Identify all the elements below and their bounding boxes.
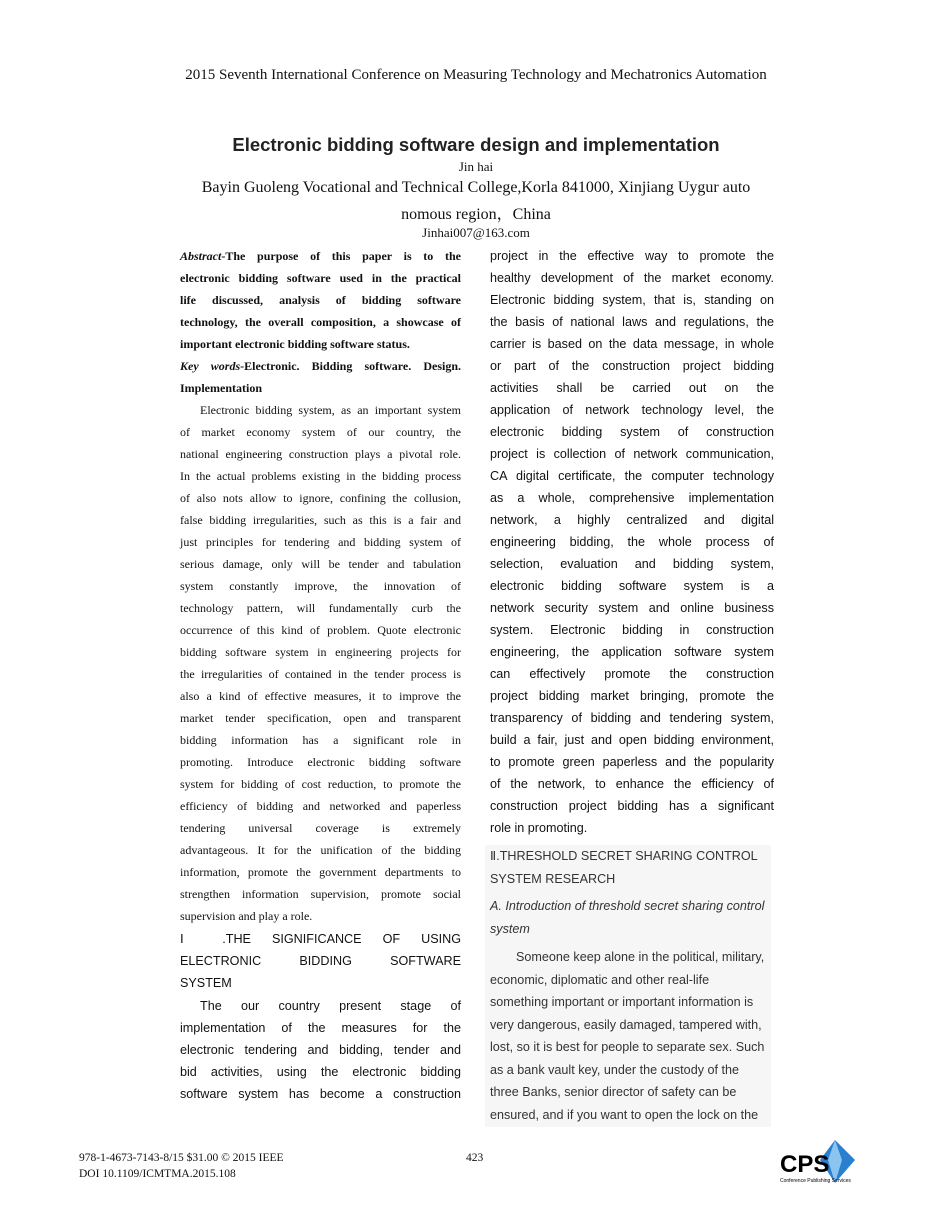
body-line: economic, diplomatic and other real-life [490,972,710,987]
body-line: advantageous. It for the unification of the bidding [180,843,461,857]
keywords-label: Key words [180,359,241,373]
body-line: efficiency of bidding and networked and paperless [180,799,461,813]
keywords-text: -Electronic. Bidding software. Design. [240,359,461,373]
body-line: serious damage, only will be tender and tabulation [180,557,461,571]
right-column [490,247,774,841]
body-line: system constantly improve, the innovation of [180,579,461,593]
body-line: the irregularities of contained in the tender process is [180,667,461,681]
page-number: 423 [466,1152,484,1164]
body-line: information, promote the government departments to [180,865,461,879]
body-line: Electronic bidding system, that is, standing on [490,293,774,307]
svg-text:CPS: CPS [780,1151,830,1178]
body-line: of market economy system of our country, the [180,425,461,439]
section-1-heading-line: Ⅰ .THE SIGNIFICANCE OF USING [180,932,461,946]
body-line: of the network, to enhance the efficiency of [490,777,774,791]
body-line: engineering, the application software system [490,645,774,659]
author: Jin hai [458,159,494,174]
subsection-heading-line: system [490,921,530,936]
abstract-label: Abstract [180,249,222,263]
affiliation-line-1: Bayin Guoleng Vocational and Technical College,Korla 841000, Xinjiang Uygur auto [201,179,751,196]
body-line: national engineering construction plays a pivotal role. [180,447,461,461]
abstract-text: -The purpose of this paper is to the [221,249,461,263]
body-line: or part of the construction project bidding [490,359,774,373]
body-line: system. Electronic bidding in construction [490,623,774,637]
body-line: something important or important information is [490,995,754,1009]
body-line: can effectively promote the construction [490,667,774,681]
svg-text:Conference Publishing Services: Conference Publishing Services [780,1178,851,1184]
section-2-heading-line: SYSTEM RESEARCH [490,871,616,886]
body-line: implementation of the measures for the [180,1021,461,1035]
conference-header: 2015 Seventh International Conference on Measuring Technology and Mechatronics Automation [185,67,767,83]
abstract-line: technology, the overall composition, a showcase of [180,315,461,329]
body-line: engineering bidding, the whole process of [490,535,774,549]
body-line: tendering universal coverage is extremely [180,821,461,835]
author-email: Jinhai007@163.com [422,225,530,240]
footer-isbn: 978-1-4673-7143-8/15 $31.00 © 2015 IEEE [79,1152,284,1164]
body-line: technology pattern, will fundamentally curb the [180,601,461,615]
body-line: ensured, and if you want to open the lock on the [490,1107,759,1122]
body-line: occurrence of this kind of problem. Quote electronic [180,623,461,637]
abstract-line [180,247,461,269]
body-line: of also nots allow to ignore, confining the collusion, [180,491,461,505]
body-line: carrier is based on the data message, in whole [490,337,774,351]
body-line: as a whole, comprehensive implementation [490,491,774,505]
body-line: The our country present stage of [200,999,461,1013]
abstract-line: important electronic bidding software status. [180,337,410,351]
left-column [180,247,461,1107]
body-line: application of network technology level, the [490,403,774,417]
body-line: to promote green paperless and the popularity [490,755,774,769]
section-1-heading-line: SYSTEM [180,976,232,990]
body-line: electronic bidding system of construction [490,425,774,439]
body-line: activities shall be carried out on the [490,381,774,395]
abstract-line: electronic bidding software used in the practical [180,271,461,285]
body-line: supervision and play a role. [180,909,313,923]
body-line: electronic tendering and bidding, tender and [180,1043,461,1057]
body-line: three Banks, senior director of safety can be [490,1085,737,1099]
body-line: very dangerous, easily damaged, tampered with, [490,1017,762,1032]
body-line: build a fair, just and open bidding environment, [490,733,774,747]
body-line: selection, evaluation and bidding system, [490,557,774,571]
body-line: Electronic bidding system, as an important system [200,403,461,417]
paper-title: Electronic bidding software design and implementation [232,134,720,155]
body-line: role in promoting. [490,821,588,835]
section-2 [490,847,774,1128]
body-line: promoting. Introduce electronic bidding software [180,755,461,769]
body-line: the basis of national laws and regulations, the [490,315,774,329]
body-line: system for bidding of cost reduction, to promote the [180,777,461,791]
body-line: bid activities, using the electronic bidding [180,1065,461,1079]
keywords-line [180,357,461,379]
body-line: bidding information has a significant role in [180,733,461,747]
body-line: market tender specification, open and transparent [180,711,461,725]
body-line: lost, so it is best for people to separate sex. Such [490,1040,765,1054]
body-line: Someone keep alone in the political, military, [516,950,765,964]
body-line: as a bank vault key, under the custody of the [490,1062,739,1077]
body-line: electronic bidding software system is a [490,579,774,593]
cps-logo [780,1138,860,1188]
body-line: software system has become a construction [180,1087,461,1101]
body-line: In the actual problems existing in the bidding process [180,469,461,483]
body-line: false bidding irregularities, such as this is a fair and [180,513,461,527]
body-line: bidding software system in engineering projects for [180,645,461,659]
body-line: just principles for tendering and bidding system of [180,535,461,549]
subsection-heading-line: A. Introduction of threshold secret sharing control [490,899,765,913]
body-line: project in the effective way to promote the [490,249,774,263]
body-line: construction project bidding has a significant [490,799,774,813]
affiliation-line-2: nomous region，China [401,206,551,223]
body-line: network, a highly centralized and digital [490,513,774,527]
section-2-heading-line: Ⅱ.THRESHOLD SECRET SHARING CONTROL [490,849,758,863]
section-1-heading-line: ELECTRONIC BIDDING SOFTWARE [180,954,461,968]
body-line: strengthen information supervision, promote social [180,887,461,901]
body-line: transparency of bidding and tendering system, [490,711,774,725]
body-line: project is collection of network communication, [490,447,774,461]
body-line: also a kind of effective measures, it to improve the [180,689,461,703]
body-line: project bidding market bringing, promote the [490,689,774,703]
body-line: network security system and online business [490,601,774,615]
keywords-line: Implementation [180,381,262,395]
body-line: healthy development of the market economy. [490,271,774,285]
body-line: CA digital certificate, the computer technology [490,469,774,483]
footer-doi: DOI 10.1109/ICMTMA.2015.108 [79,1168,236,1180]
abstract-line: life discussed, analysis of bidding software [180,293,461,307]
